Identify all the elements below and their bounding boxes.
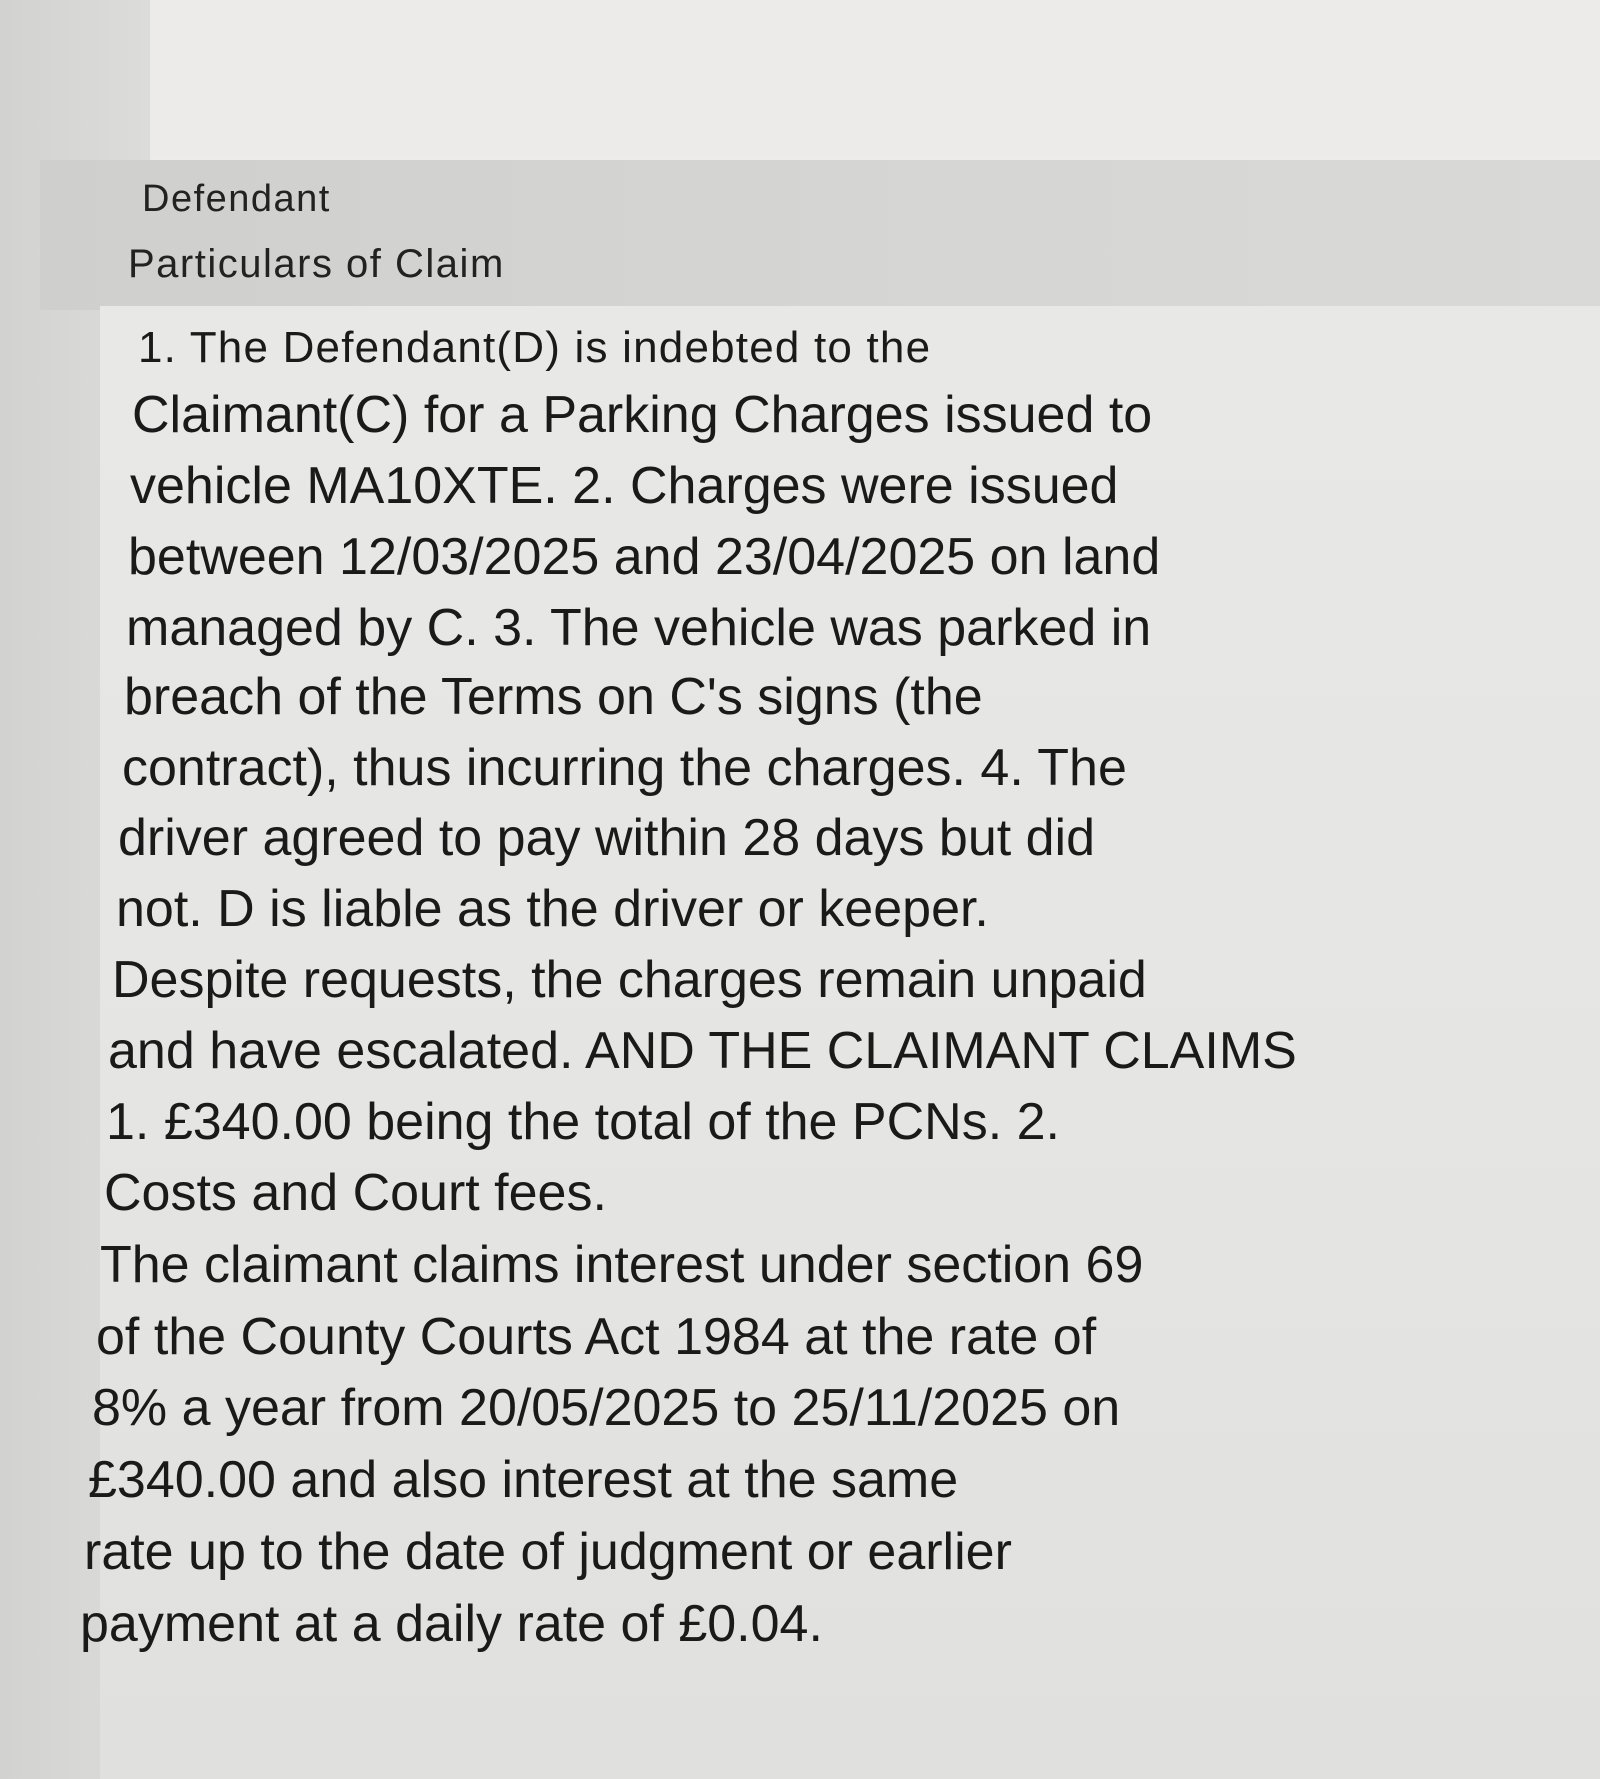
claim-line-1: 1. The Defendant(D) is indebted to the — [138, 323, 932, 372]
top-faded-panel — [150, 0, 1600, 158]
section-title: Particulars of Claim — [128, 242, 505, 286]
claim-line-18: rate up to the date of judgment or earlier — [84, 1523, 1012, 1581]
claim-line-3: vehicle MA10XTE. 2. Charges were issued — [130, 457, 1119, 515]
claim-line-5: managed by C. 3. The vehicle was parked in — [126, 599, 1152, 657]
claim-line-14: The claimant claims interest under section 69 — [100, 1236, 1144, 1294]
party-label: Defendant — [142, 178, 331, 220]
claim-line-7: contract), thus incurring the charges. 4. The — [122, 739, 1127, 797]
claim-line-2: Claimant(C) for a Parking Charges issued to — [132, 386, 1153, 444]
claim-line-13: Costs and Court fees. — [104, 1164, 607, 1222]
claim-line-12: 1. £340.00 being the total of the PCNs. 2. — [106, 1093, 1060, 1151]
claim-line-8: driver agreed to pay within 28 days but did — [118, 809, 1096, 867]
claim-line-9: not. D is liable as the driver or keeper. — [116, 880, 989, 938]
claim-line-17: £340.00 and also interest at the same — [88, 1451, 959, 1509]
claim-line-10: Despite requests, the charges remain unpaid — [112, 951, 1147, 1009]
claim-line-11: and have escalated. AND THE CLAIMANT CLAIMS — [108, 1022, 1297, 1080]
claim-line-16: 8% a year from 20/05/2025 to 25/11/2025 on — [92, 1379, 1121, 1437]
claim-line-15: of the County Courts Act 1984 at the rate of — [96, 1308, 1097, 1366]
claim-line-19: payment at a daily rate of £0.04. — [80, 1595, 823, 1653]
claim-line-6: breach of the Terms on C's signs (the — [124, 668, 983, 726]
claim-line-4: between 12/03/2025 and 23/04/2025 on land — [128, 528, 1161, 586]
